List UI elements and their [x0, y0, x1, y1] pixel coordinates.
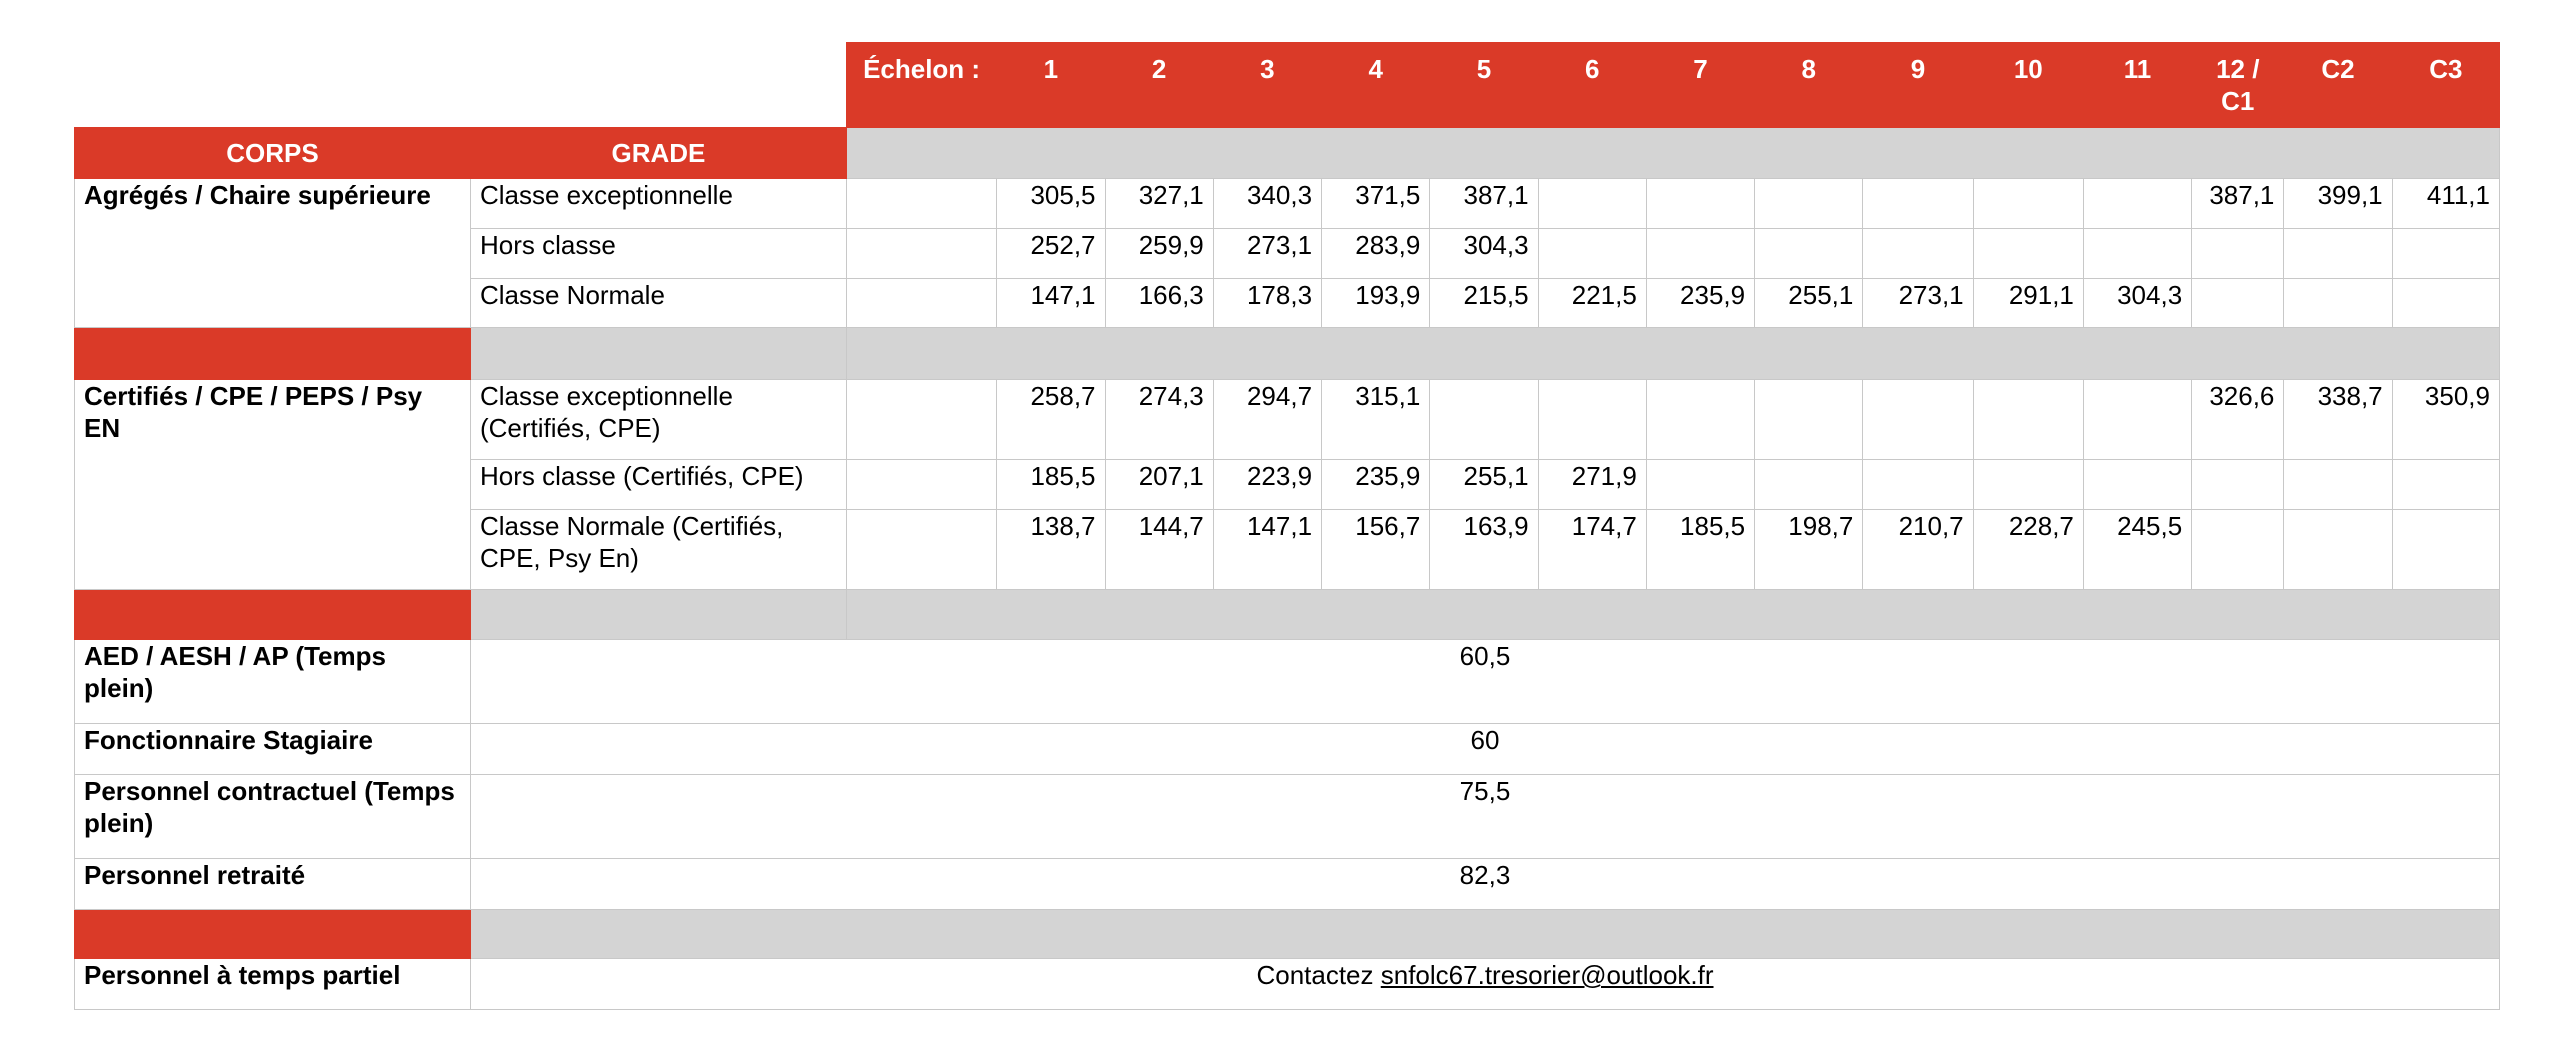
flat-rate-row: [75, 859, 2500, 910]
value-cell: [1538, 229, 1646, 279]
value-cell: [1755, 460, 1863, 510]
echelon-spacer-cell: [846, 229, 996, 279]
echelon-spacer-cell: [846, 380, 996, 460]
value-cell: 221,5: [1538, 279, 1646, 328]
separator-row: [75, 590, 2500, 640]
corps-cell: AED / AESH / AP (Temps plein): [75, 640, 471, 724]
value-cell: 305,5: [997, 179, 1105, 229]
value-cell: 210,7: [1863, 510, 1973, 590]
value-cell: [2192, 229, 2284, 279]
corps-cell: Personnel contractuel (Temps plein): [75, 775, 471, 859]
value-cell: 245,5: [2083, 510, 2191, 590]
echelon-header: 2: [1105, 43, 1213, 128]
echelon-label: Échelon :: [846, 43, 996, 128]
separator-row: [75, 910, 2500, 959]
value-cell: 271,9: [1538, 460, 1646, 510]
contact-prefix: Contactez: [1256, 960, 1381, 990]
value-cell: 235,9: [1322, 460, 1430, 510]
echelon-header: 12 / C1: [2192, 43, 2284, 128]
value-cell: 327,1: [1105, 179, 1213, 229]
value-cell: 255,1: [1755, 279, 1863, 328]
value-cell: 163,9: [1430, 510, 1538, 590]
value-cell: 283,9: [1322, 229, 1430, 279]
value-cell: 304,3: [2083, 279, 2191, 328]
value-cell: [1973, 179, 2083, 229]
value-cell: [2284, 510, 2392, 590]
column-header-row: [75, 128, 2500, 179]
value-cell: 304,3: [1430, 229, 1538, 279]
value-cell: 207,1: [1105, 460, 1213, 510]
separator-gray: [470, 590, 846, 640]
echelon-spacer-cell: [846, 510, 996, 590]
echelon-header: 7: [1646, 43, 1754, 128]
corps-header: CORPS: [75, 128, 471, 179]
echelon-header: C2: [2284, 43, 2392, 128]
flat-rate-value: 60: [470, 724, 2499, 775]
echelon-spacer-cell: [846, 460, 996, 510]
value-cell: [2083, 229, 2191, 279]
value-cell: [1755, 380, 1863, 460]
echelon-header: C3: [2392, 43, 2499, 128]
echelon-header: 9: [1863, 43, 1973, 128]
value-cell: [2392, 510, 2499, 590]
contact-cell: [470, 959, 2499, 1010]
header-blank: [75, 43, 471, 128]
value-cell: 326,6: [2192, 380, 2284, 460]
value-cell: 198,7: [1755, 510, 1863, 590]
value-cell: 178,3: [1213, 279, 1321, 328]
separator-gray: [846, 590, 2499, 640]
value-cell: [2284, 460, 2392, 510]
separator-row: [75, 328, 2500, 380]
value-cell: [1646, 229, 1754, 279]
grade-row: [75, 179, 2500, 229]
grade-header: GRADE: [470, 128, 846, 179]
echelon-header: 1: [997, 43, 1105, 128]
separator-red: [75, 328, 471, 380]
value-cell: [1973, 380, 2083, 460]
header-blank: [470, 43, 846, 128]
value-cell: 223,9: [1213, 460, 1321, 510]
value-cell: [2392, 460, 2499, 510]
echelon-header: 8: [1755, 43, 1863, 128]
value-cell: [2392, 229, 2499, 279]
value-cell: 340,3: [1213, 179, 1321, 229]
value-cell: 258,7: [997, 380, 1105, 460]
grade-cell: Classe exceptionnelle: [470, 179, 846, 229]
value-cell: 147,1: [1213, 510, 1321, 590]
value-cell: 294,7: [1213, 380, 1321, 460]
partial-time-row: [75, 959, 2500, 1010]
email-link[interactable]: snfolc67.tresorier@outlook.fr: [1380, 960, 1714, 990]
grade-cell: Classe Normale (Certifiés, CPE, Psy En): [470, 510, 846, 590]
value-cell: 315,1: [1322, 380, 1430, 460]
value-cell: [2284, 279, 2392, 328]
value-cell: 185,5: [1646, 510, 1754, 590]
corps-cell: Fonctionnaire Stagiaire: [75, 724, 471, 775]
echelon-spacer-cell: [846, 179, 996, 229]
echelon-header: 11: [2083, 43, 2191, 128]
value-cell: [2192, 510, 2284, 590]
value-cell: 338,7: [2284, 380, 2392, 460]
value-cell: 166,3: [1105, 279, 1213, 328]
value-cell: [1430, 380, 1538, 460]
value-cell: [1863, 229, 1973, 279]
value-cell: [1973, 460, 2083, 510]
corps-cell: Personnel retraité: [75, 859, 471, 910]
value-cell: 193,9: [1322, 279, 1430, 328]
echelon-header: 5: [1430, 43, 1538, 128]
separator-red: [75, 590, 471, 640]
corps-cell: Certifiés / CPE / PEPS / Psy EN: [75, 380, 471, 590]
separator-gray: [846, 328, 2499, 380]
value-cell: [2284, 229, 2392, 279]
value-cell: 273,1: [1863, 279, 1973, 328]
value-cell: 273,1: [1213, 229, 1321, 279]
separator-gray: [470, 328, 846, 380]
flat-rate-row: [75, 724, 2500, 775]
echelon-spacer-cell: [846, 279, 996, 328]
separator-red: [75, 910, 471, 959]
value-cell: [1538, 179, 1646, 229]
flat-rate-value: 60,5: [470, 640, 2499, 724]
value-cell: 156,7: [1322, 510, 1430, 590]
grade-row: [75, 380, 2500, 460]
value-cell: 387,1: [2192, 179, 2284, 229]
value-cell: 252,7: [997, 229, 1105, 279]
value-cell: [1973, 229, 2083, 279]
value-cell: 144,7: [1105, 510, 1213, 590]
value-cell: 138,7: [997, 510, 1105, 590]
value-cell: [1755, 179, 1863, 229]
value-cell: 291,1: [1973, 279, 2083, 328]
corps-cell: Personnel à temps partiel: [75, 959, 471, 1010]
value-cell: [1646, 179, 1754, 229]
value-cell: [2083, 380, 2191, 460]
echelon-header: 10: [1973, 43, 2083, 128]
value-cell: 147,1: [997, 279, 1105, 328]
value-cell: 215,5: [1430, 279, 1538, 328]
echelon-header: 4: [1322, 43, 1430, 128]
value-cell: [1755, 229, 1863, 279]
value-cell: 259,9: [1105, 229, 1213, 279]
value-cell: 399,1: [2284, 179, 2392, 229]
value-cell: 387,1: [1430, 179, 1538, 229]
header-separator: [846, 128, 2499, 179]
value-cell: [2083, 460, 2191, 510]
flat-rate-row: [75, 775, 2500, 859]
grade-cell: Classe exceptionnelle (Certifiés, CPE): [470, 380, 846, 460]
value-cell: [2192, 279, 2284, 328]
echelon-header: 6: [1538, 43, 1646, 128]
value-cell: [1538, 380, 1646, 460]
value-cell: [2083, 179, 2191, 229]
value-cell: [1646, 380, 1754, 460]
value-cell: 371,5: [1322, 179, 1430, 229]
value-cell: [1863, 380, 1973, 460]
value-cell: 185,5: [997, 460, 1105, 510]
echelon-header-row: [75, 43, 2500, 128]
grade-cell: Hors classe: [470, 229, 846, 279]
value-cell: [1863, 179, 1973, 229]
flat-rate-value: 82,3: [470, 859, 2499, 910]
value-cell: 274,3: [1105, 380, 1213, 460]
value-cell: 350,9: [2392, 380, 2499, 460]
value-cell: 255,1: [1430, 460, 1538, 510]
echelon-header: 3: [1213, 43, 1321, 128]
value-cell: [1863, 460, 1973, 510]
corps-cell: Agrégés / Chaire supérieure: [75, 179, 471, 328]
value-cell: 411,1: [2392, 179, 2499, 229]
value-cell: [1646, 460, 1754, 510]
flat-rate-value: 75,5: [470, 775, 2499, 859]
value-cell: [2392, 279, 2499, 328]
value-cell: [2192, 460, 2284, 510]
grade-cell: Classe Normale: [470, 279, 846, 328]
value-cell: 174,7: [1538, 510, 1646, 590]
separator-gray: [470, 910, 2499, 959]
grade-cell: Hors classe (Certifiés, CPE): [470, 460, 846, 510]
cotisation-table: [74, 42, 2500, 1010]
value-cell: 228,7: [1973, 510, 2083, 590]
value-cell: 235,9: [1646, 279, 1754, 328]
flat-rate-row: [75, 640, 2500, 724]
